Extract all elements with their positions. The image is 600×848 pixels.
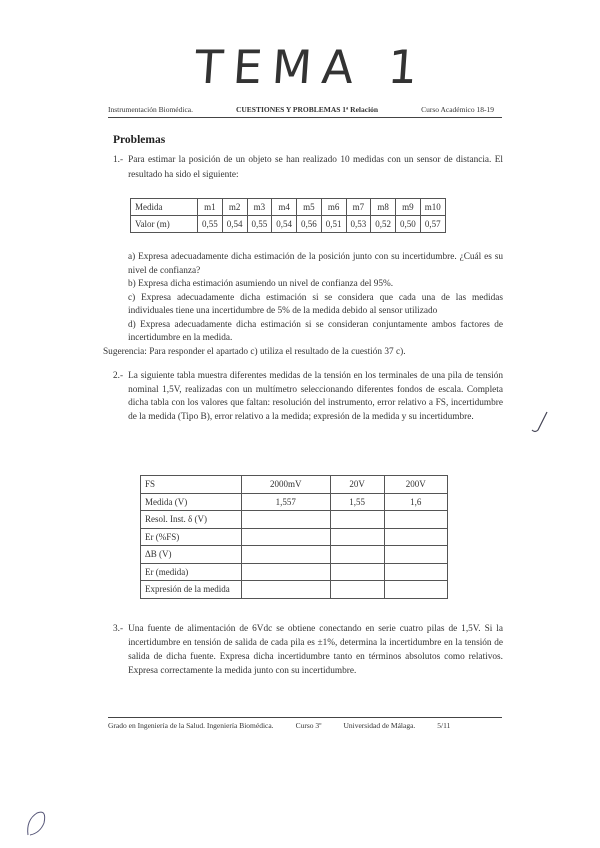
table-row xyxy=(131,216,446,233)
table-cell: FS xyxy=(141,476,242,494)
table-cell: Expresión de la medida xyxy=(141,581,242,599)
table-cell: 200V xyxy=(384,476,447,494)
table-cell: Medida (V) xyxy=(141,493,242,511)
table-cell: 0,55 xyxy=(198,216,223,233)
table-cell: 0,54 xyxy=(272,216,297,233)
hint: Sugerencia: Para responder el apartado c) utiliza el resultado de la cuestión 37 c). xyxy=(103,346,406,357)
table-cell: m1 xyxy=(198,199,223,216)
table-cell xyxy=(384,528,447,546)
footer-rule xyxy=(108,717,502,718)
table-cell xyxy=(330,528,384,546)
item-d: d) Expresa adecuadamente dicha estimación si se consideran conjuntamente ambos factores de incertidumbre en la medida. xyxy=(128,319,503,343)
table-cell xyxy=(384,511,447,529)
problem-number: 1.- xyxy=(113,155,124,165)
table-cell: 2000mV xyxy=(242,476,331,494)
table-cell: m4 xyxy=(272,199,297,216)
page-header xyxy=(108,105,494,114)
problem-text: Una fuente de alimentación de 6Vdc se obtiene conectando en serie cuatro pilas de 1,5V. Si la incertidumbre en tensión de salida de cada pila es ±1%, determina la incertidumbre en la tensión de salida de dicha fuente. Expresa dicha incertidumbre tanto en términos absolutos como relativos. Expresa correctamente la medida junto con su incertidumbre. xyxy=(128,624,503,676)
table-row xyxy=(141,581,448,599)
measurements-table xyxy=(130,198,446,233)
header-course: Curso Académico 18-19 xyxy=(421,105,494,114)
problem-2 xyxy=(113,370,503,424)
table-cell: 1,6 xyxy=(384,493,447,511)
page-footer xyxy=(108,721,502,730)
table-cell: Resol. Inst. δ (V) xyxy=(141,511,242,529)
table-cell xyxy=(330,581,384,599)
footer-university: Universidad de Málaga. xyxy=(343,721,416,730)
table-cell: m5 xyxy=(297,199,322,216)
problem-text: La siguiente tabla muestra diferentes medidas de la tensión en los terminales de una pila de tensión nominal 1,5V, realizadas con un multímetro seleccionando diferentes fondos de escala. Completa dicha tabla con los valores que faltan: resolución del instrumento, error relativo a FS, incertidumbre de la medida (Tipo B), error relativo a la medida; expresión de la medida y su incertidumbre. xyxy=(128,371,503,422)
table-cell: 0,52 xyxy=(371,216,396,233)
footer-course: Curso 3º xyxy=(295,721,322,730)
table-cell xyxy=(384,563,447,581)
table-cell xyxy=(330,511,384,529)
problem-number: 2.- xyxy=(113,371,124,381)
table-cell: m2 xyxy=(222,199,247,216)
item-a: a) Expresa adecuadamente dicha estimación de la posición junto con su incertidumbre. ¿Cuál es su nivel de confianza? xyxy=(128,252,503,276)
table-cell xyxy=(242,581,331,599)
table-cell: 1,557 xyxy=(242,493,331,511)
table-cell: m3 xyxy=(247,199,272,216)
table-cell: ΔB (V) xyxy=(141,546,242,564)
table-cell: Medida xyxy=(131,199,198,216)
table-cell: Valor (m) xyxy=(131,216,198,233)
table-cell: m6 xyxy=(321,199,346,216)
pen-scribble-icon xyxy=(22,805,52,840)
table-row xyxy=(141,546,448,564)
table-cell: Er (%FS) xyxy=(141,528,242,546)
table-row xyxy=(141,476,448,494)
checkmark-icon xyxy=(530,410,550,435)
table-cell: m10 xyxy=(420,199,445,216)
table-cell xyxy=(384,581,447,599)
table-cell xyxy=(242,528,331,546)
section-title: Problemas xyxy=(113,134,166,146)
problem-1 xyxy=(113,153,503,183)
table-cell: 0,50 xyxy=(396,216,421,233)
table-row xyxy=(131,199,446,216)
table-cell: 0,57 xyxy=(420,216,445,233)
table-cell: 0,53 xyxy=(346,216,371,233)
table-cell: m8 xyxy=(371,199,396,216)
problem-text: Para estimar la posición de un objeto se han realizado 10 medidas con un sensor de distancia. El resultado ha sido el siguiente: xyxy=(128,155,503,180)
table-cell: m9 xyxy=(396,199,421,216)
item-b: b) Expresa dicha estimación asumiendo un nivel de confianza del 95%. xyxy=(128,279,394,289)
header-rule xyxy=(108,117,502,118)
table-cell xyxy=(242,546,331,564)
item-c: c) Expresa adecuadamente dicha estimación si se considera que cada una de las medidas individuales tiene una incertidumbre de 5% de la medida debido al sensor utilizado xyxy=(128,292,503,316)
table-cell: 1,55 xyxy=(330,493,384,511)
table-cell: 0,56 xyxy=(297,216,322,233)
table-row xyxy=(141,493,448,511)
header-subject: Instrumentación Biomédica. xyxy=(108,105,193,114)
table-cell: m7 xyxy=(346,199,371,216)
table-cell: Er (medida) xyxy=(141,563,242,581)
voltage-table xyxy=(140,475,448,599)
table-cell xyxy=(330,563,384,581)
footer-degree: Grado en Ingeniería de la Salud. Ingeniería Biomédica. xyxy=(108,721,274,730)
table-row xyxy=(141,563,448,581)
table-row xyxy=(141,511,448,529)
table-row xyxy=(141,528,448,546)
table-cell: 20V xyxy=(330,476,384,494)
table-cell xyxy=(242,511,331,529)
table-cell: 0,51 xyxy=(321,216,346,233)
page-number: 5/11 xyxy=(437,721,451,730)
table-cell: 0,54 xyxy=(222,216,247,233)
problems-flow xyxy=(103,251,503,424)
handwritten-title: TEMA 1 xyxy=(193,40,430,94)
table-cell xyxy=(330,546,384,564)
table-cell xyxy=(384,546,447,564)
problem-1-items xyxy=(128,251,503,346)
table-cell: 0,55 xyxy=(247,216,272,233)
header-title: CUESTIONES Y PROBLEMAS 1ª Relación xyxy=(235,105,379,114)
problem-number: 3.- xyxy=(113,624,124,634)
problem-3 xyxy=(113,622,503,678)
table-cell xyxy=(242,563,331,581)
